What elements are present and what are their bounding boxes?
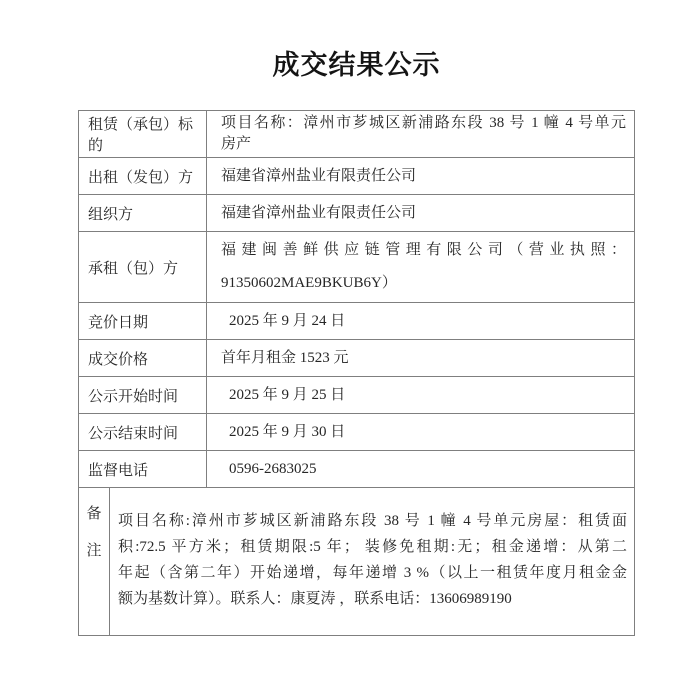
row-label: 组织方 <box>79 195 207 231</box>
value-line: 2025 年 9 月 24 日 <box>229 312 346 329</box>
remark-line: 年起（含第二年）开始递增，每年递增 3 %（以上一租赁年度月租金金 <box>118 564 627 581</box>
value-line: 福建闽善鲜供应链管理有限公司（营业执照： <box>221 242 626 258</box>
row-supervision-phone <box>79 450 634 487</box>
value-line: 福建省漳州盐业有限责任公司 <box>221 204 417 221</box>
value-line: 福建省漳州盐业有限责任公司 <box>221 167 417 184</box>
row-value <box>207 303 634 339</box>
value-line: 2025 年 9 月 30 日 <box>229 423 346 440</box>
value-line: 91350602MAE9BKUB6Y） <box>221 275 397 291</box>
announcement-table <box>78 110 635 636</box>
row-label-remarks <box>79 488 110 635</box>
remark-label-char: 注 <box>86 543 102 559</box>
row-label: 出租（发包）方 <box>79 158 207 194</box>
row-label: 监督电话 <box>79 451 207 487</box>
value-line: 首年月租金 1523 元 <box>221 349 349 366</box>
row-publicity-start <box>79 376 634 413</box>
row-deal-price <box>79 339 634 376</box>
row-lease-subject <box>79 111 634 157</box>
value-line: 房产 <box>221 136 252 152</box>
page-title: 成交结果公示 <box>272 50 441 80</box>
row-publicity-end <box>79 413 634 450</box>
row-value <box>207 377 634 413</box>
row-label: 公示结束时间 <box>79 414 207 450</box>
remark-line: 项目名称:漳州市芗城区新浦路东段 38 号 1 幢 4 号单元房屋：租赁面 <box>118 512 627 529</box>
value-line: 0596-2683025 <box>229 460 317 477</box>
row-lessor <box>79 157 634 194</box>
row-label: 公示开始时间 <box>79 377 207 413</box>
row-label: 租赁（承包）标的 <box>79 111 207 157</box>
row-lessee <box>79 231 634 302</box>
row-organizer <box>79 194 634 231</box>
row-value <box>207 232 634 302</box>
row-label: 承租（包）方 <box>79 232 207 302</box>
row-label: 成交价格 <box>79 340 207 376</box>
row-value <box>207 111 634 157</box>
row-bid-date <box>79 302 634 339</box>
row-value <box>207 451 634 487</box>
row-value <box>207 158 634 194</box>
value-line: 项目名称：漳州市芗城区新浦路东段 38 号 1 幢 4 号单元 <box>221 115 626 131</box>
remark-line: 积:72.5 平方米；租赁期限:5 年； 装修免租期:无；租金递增：从第二 <box>118 538 627 555</box>
remark-line: 额为基数计算）。联系人：康夏涛 ，联系电话：13606989190 <box>118 590 512 607</box>
row-value <box>207 414 634 450</box>
row-remarks <box>79 487 634 635</box>
remark-label-char: 备 <box>86 506 102 522</box>
remarks-content <box>110 488 634 635</box>
row-label: 竞价日期 <box>79 303 207 339</box>
value-line: 2025 年 9 月 25 日 <box>229 386 346 403</box>
row-value <box>207 195 634 231</box>
row-value <box>207 340 634 376</box>
